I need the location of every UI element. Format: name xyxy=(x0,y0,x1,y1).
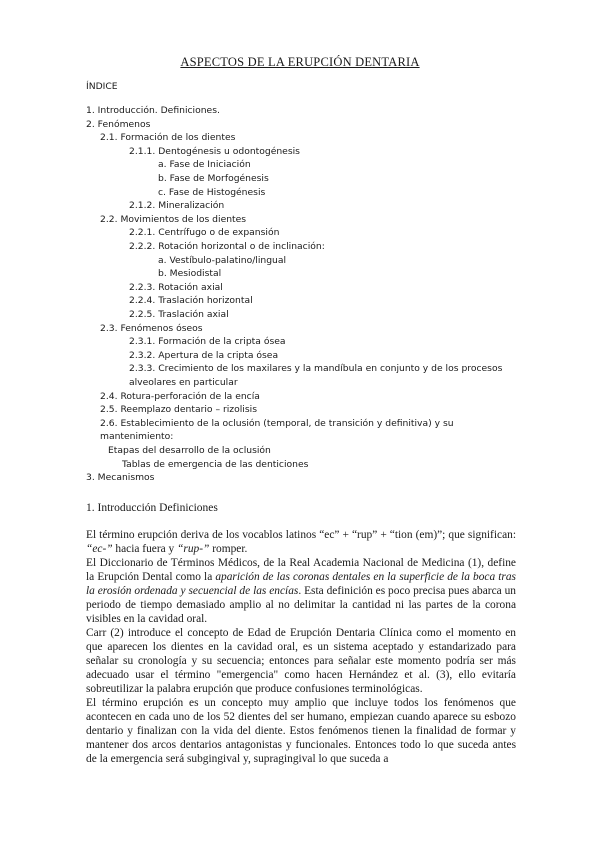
paragraph-eruption-concept: El término erupción es un concepto muy amplio que incluye todos los fenómenos que acontecen en cada uno de los 52 dientes del ser humano, empiezan cuando aparece su esbozo dentario y finalizan con la vida del diente. Estos fenómenos tienen la finalidad de formar y mantener dos arcos dentarios antagonistas y funcionales. Entonces todo lo que suceda antes de la emergencia será subgingival y, supragingival lo que suceda a xyxy=(86,697,516,765)
paragraph-text: . Esta definición es poco precisa pues abarca un periodo de tiempo demasiado amplio al no delimitar la cantidad ni las partes de la corona visibles en la cavidad oral. xyxy=(86,585,516,625)
paragraph-italic: aparición de las coronas dentales en la superficie de la boca tras la erosión ordenada y secuencial de las encías xyxy=(86,571,516,597)
toc-entry: 3. Mecanismos xyxy=(86,472,155,484)
document-title: ASPECTOS DE LA ERUPCIÓN DENTARIA xyxy=(180,55,420,69)
paragraph-etymology xyxy=(86,528,516,556)
toc-entry: Tablas de emergencia de las denticiones xyxy=(122,458,309,470)
paragraph-carr: Carr (2) introduce el concepto de Edad de Erupción Dentaria Clínica como el momento en que aparecen los dientes en la cavidad oral, es un sistema aceptado y estandarizado para señalar su cronología y su secuencia; entonces para señalar este momento podría ser más adecuado usar el término "emergencia" como hacen Hernández et al. (3), ello evitaría sobreutilizar la palabra erupción que produce confusiones terminológicas. xyxy=(86,627,516,695)
toc-entry: 2.3.1. Formación de la cripta ósea xyxy=(129,336,286,348)
toc-entry: 2.2.4. Traslación horizontal xyxy=(129,295,253,307)
toc-entry: b. Fase de Morfogénesis xyxy=(158,173,269,184)
toc-entry: 2.2.5. Traslación axial xyxy=(129,309,229,320)
toc-entry: mantenimiento: xyxy=(100,431,174,443)
toc-entry: a. Vestíbulo-palatino/lingual xyxy=(158,254,287,266)
paragraph-text: El término erupción deriva de los vocablos latinos “ec” + “rup” + “tion (em)”; que significan: xyxy=(86,529,516,541)
toc-entry: 2.1.1. Dentogénesis u odontogénesis xyxy=(129,145,300,157)
paragraph-text: hacia fuera y xyxy=(112,543,178,555)
paragraph-definition xyxy=(86,556,516,626)
section-heading: 1. Introducción Definiciones xyxy=(86,502,218,514)
toc-entry: 2.6. Establecimiento de la oclusión (temporal, de transición y definitiva) y su xyxy=(100,417,454,429)
toc-entry: 2.3. Fenómenos óseos xyxy=(100,322,203,334)
paragraph-text: romper. xyxy=(209,543,248,555)
toc-entry: a. Fase de Iniciación xyxy=(158,159,251,171)
toc-entry: 2.3.2. Apertura de la cripta ósea xyxy=(129,349,279,361)
toc-entry: 2.3.3. Crecimiento de los maxilares y la mandíbula en conjunto y de los procesos xyxy=(129,363,503,375)
toc-entry: b. Mesiodistal xyxy=(158,268,222,280)
toc-entry: 2. Fenómenos xyxy=(86,118,151,130)
toc-entry: 2.2.2. Rotación horizontal o de inclinación: xyxy=(129,241,325,252)
toc-entry: 2.4. Rotura-perforación de la encía xyxy=(100,390,260,402)
toc-entry: Etapas del desarrollo de la oclusión xyxy=(108,445,271,456)
toc-entry: 2.2.1. Centrífugo o de expansión xyxy=(129,227,280,239)
toc-entry: 2.2.3. Rotación axial xyxy=(129,281,223,293)
toc-entry: 2.5. Reemplazo dentario – rizolisis xyxy=(100,404,257,416)
toc-entry: 2.1. Formación de los dientes xyxy=(100,132,236,144)
paragraph-text: El Diccionario de Términos Médicos, de la Real Academia Nacional de Medicina (1), define la Erupción Dental como la xyxy=(86,557,516,583)
toc-entry: 2.2. Movimientos de los dientes xyxy=(100,213,247,225)
paragraph-italic: “ec-” xyxy=(86,543,113,555)
index-label: ÍNDICE xyxy=(86,81,118,92)
toc-entry: 1. Introducción. Definiciones. xyxy=(86,105,220,116)
toc-entry: c. Fase de Histogénesis xyxy=(158,186,266,198)
toc-entry: 2.1.2. Mineralización xyxy=(129,200,225,212)
body-text xyxy=(86,528,516,766)
paragraph-italic: “rup-” xyxy=(177,543,210,555)
toc-entry: alveolares en particular xyxy=(129,377,238,388)
